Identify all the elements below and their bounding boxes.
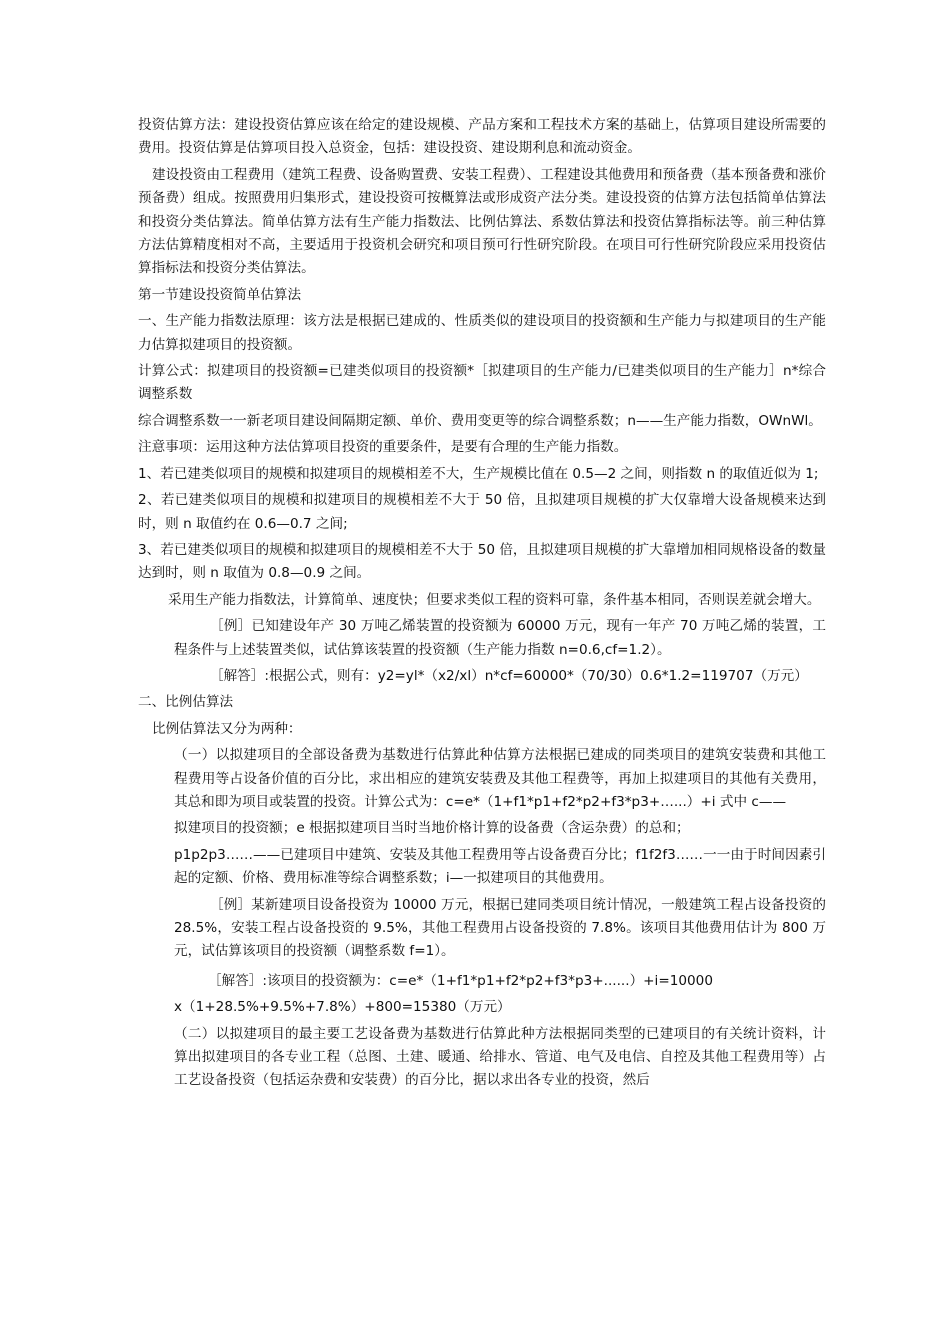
- paragraph-variable-c: 拟建项目的投资额；e 根据拟建项目当时当地价格计算的设备费（含运杂费）的总和；: [174, 820, 690, 837]
- paragraph-solution-1: ［解答］:根据公式，则有：y2=yl*（x2/xl）n*cf=60000*（70/30）0.6*1.2=119707（万元）: [210, 667, 808, 684]
- document-page: [138, 114, 826, 1096]
- paragraph-construction-investment: 建设投资由工程费用（建筑工程费、设备购置费、安装工程费）、工程建设其他费用和预备费（基本预备费和涨价预备费）组成。按照费用归集形式，建设投资可按概算法或形成资产法分类。建设投资的估算方法包括简单估算法和投资分类估算法。简单估算方法有生产能力指数法、比例估算法、系数估算法和投资估算指标法等。前三种估算方法估算精度相对不高，主要适用于投资机会研究和项目预可行性研究阶段。在项目可行性研究阶段应采用投资估算指标法和投资分类估算法。: [138, 166, 826, 277]
- paragraph-example-2: ［例］某新建项目设备投资为 10000 万元，根据已建同类项目统计情况，一般建筑工程占设备投资的 28.5%，安装工程占设备投资的 9.5%，其他工程费用占设备投资的 7.8%。该项目其他费用估计为 800 万元，试估算该项目的投资额（调整系数 f=1）。: [174, 896, 826, 960]
- paragraph-intro: 投资估算方法：建设投资估算应该在给定的建设规模、产品方案和工程技术方案的基础上，估算项目建设所需要的费用。投资估算是估算项目投入总资金，包括：建设投资、建设期利息和流动资金。: [138, 117, 826, 157]
- paragraph-ratio-method-1: （一）以拟建项目的全部设备费为基数进行估算此种估算方法根据已建成的同类项目的建筑安装费和其他工程费用等占设备价值的百分比，求出相应的建筑安装费及其他工程费等，再加上拟建项目的其他有关费用，其总和即为项目或装置的投资。计算公式为：c=e*（1+f1*p1+f2*p2+f3*p3+…...）+i 式中 c——: [174, 747, 826, 810]
- paragraph-formula: 计算公式：拟建项目的投资额=已建类似项目的投资额*［拟建项目的生产能力/已建类似项目的生产能力］n*综合调整系数: [138, 363, 826, 403]
- paragraph-capacity-index-principle: 一、生产能力指数法原理：该方法是根据已建成的、性质类似的建设项目的投资额和生产能力与拟建项目的生产能力估算拟建项目的投资额。: [138, 313, 826, 353]
- list-item-2: 2、若已建类似项目的规模和拟建项目的规模相差不大于 50 倍，且拟建项目规模的扩大仅靠增大设备规模来达到时，则 n 取值约在 0.6—0.7 之间;: [138, 492, 826, 532]
- section-heading-2: 二、比例估算法: [138, 694, 234, 711]
- paragraph-solution-2-line1: ［解答］:该项目的投资额为：c=e*（1+f1*p1+f2*p2+f3*p3+......）+i=10000: [208, 972, 713, 989]
- paragraph-ratio-intro: 比例估算法又分为两种：: [152, 720, 302, 737]
- list-item-1: 1、若已建类似项目的规模和拟建项目的规模相差不大，生产规模比值在 0.5—2 之间，则指数 n 的取值近似为 1;: [138, 465, 819, 482]
- list-item-3: 3、若已建类似项目的规模和拟建项目的规模相差不大于 50 倍，且拟建项目规模的扩大靠增加相同规格设备的数量达到时，则 n 取值为 0.8—0.9 之间。: [138, 541, 826, 582]
- paragraph-example-1: ［例］已知建设年产 30 万吨乙烯装置的投资额为 60000 万元，现有一年产 70 万吨乙烯的装置，工程条件与上述装置类似，试估算该装置的投资额（生产能力指数 n=0.6,cf=1.2）。: [174, 618, 826, 658]
- paragraph-adjustment-coefficient: 综合调整系数一一新老项目建设间隔期定额、单价、费用变更等的综合调整系数；n——生产能力指数，OWnWl。: [138, 412, 822, 429]
- paragraph-notes: 注意事项：运用这种方法估算项目投资的重要条件，是要有合理的生产能力指数。: [138, 439, 628, 456]
- section-heading-1: 第一节建设投资简单估算法: [138, 286, 302, 303]
- paragraph-solution-2-line2: x（1+28.5%+9.5%+7.8%）+800=15380（万元）: [174, 999, 511, 1016]
- paragraph-method-summary: 采用生产能力指数法，计算简单、速度快；但要求类似工程的资料可靠，条件基本相同，否则误差就会增大。: [168, 591, 821, 608]
- paragraph-ratio-method-2: （二）以拟建项目的最主要工艺设备费为基数进行估算此种方法根据同类型的已建项目的有关统计资料，计算出拟建项目的各专业工程（总图、土建、暖通、给排水、管道、电气及电信、自控及其他工程费用等）占工艺设备投资（包括运杂费和安装费）的百分比，据以求出各专业的投资，然后: [174, 1025, 826, 1089]
- paragraph-variables-p-f-i: p1p2p3……——已建项目中建筑、安装及其他工程费用等占设备费百分比；f1f2f3……一一由于时间因素引起的定额、价格、费用标准等综合调整系数；i—一拟建项目的其他费用。: [174, 846, 826, 887]
